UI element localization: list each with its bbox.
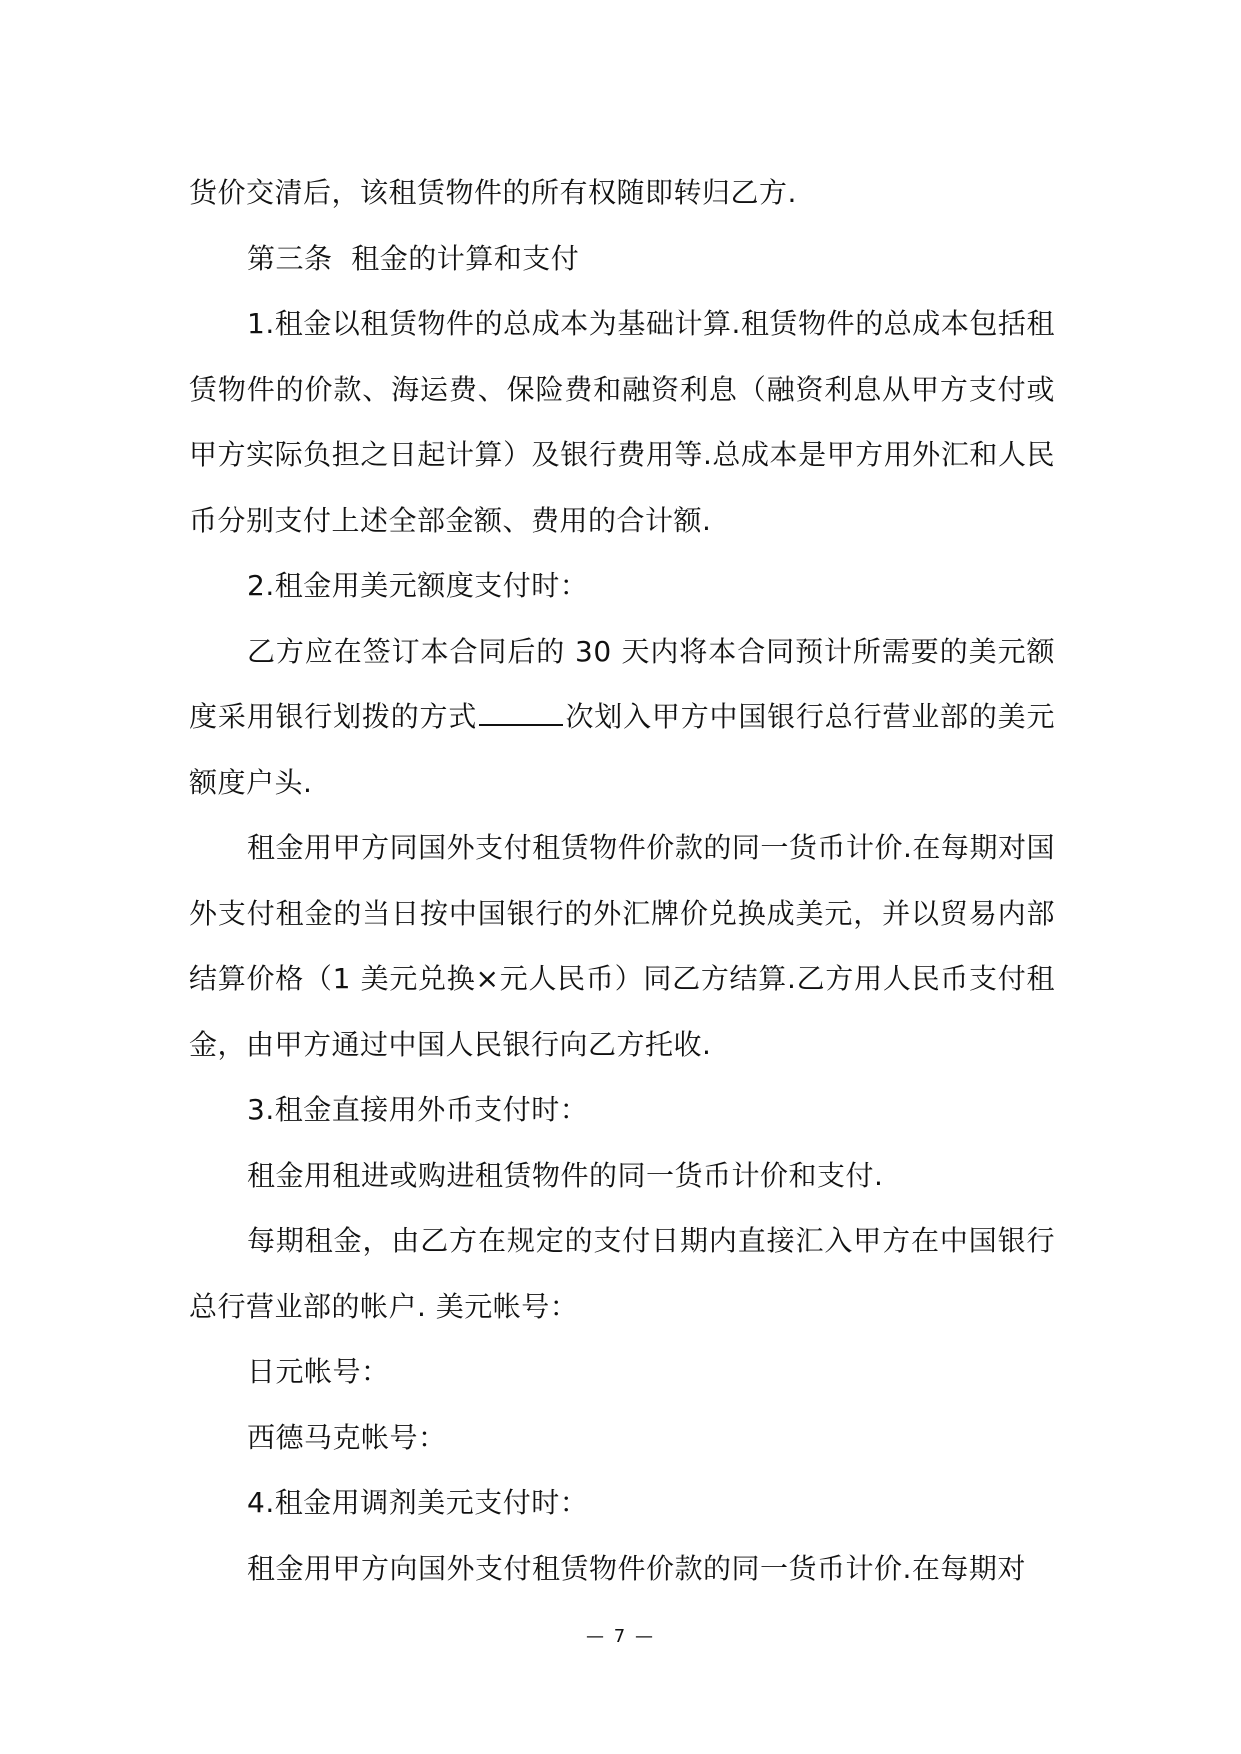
paragraph-ownership-transfer: 货价交清后，该租赁物件的所有权随即转归乙方. [189,176,797,209]
article-three-heading: 第三条 租金的计算和支付 [247,241,580,275]
page-number: — 7 — [586,1626,655,1647]
paragraph-usd-quota-heading: 2.租金用美元额度支付时： [247,569,589,602]
paragraph-rent-basis: 1.租金以租赁物件的总成本为基础计算.租赁物件的总成本包括租赁物件的价款、海运费、保险费和融资利息（融资利息从甲方支付或甲方实际负担之日起计算）及银行费用等.总成本是甲方用外汇和人民币分别支付上述全部金额、费用的合计额. [189,307,1055,537]
fill-in-blank[interactable] [479,698,563,726]
usd-transfer-text-before: 乙方应在签订本合同后的 30 天内将本合同预计所需要的美元额度采用银行划拨的方式 [189,634,1055,733]
paragraph-adjusted-usd-heading: 4.租金用调剂美元支付时： [247,1486,589,1519]
paragraph-jpy-account: 日元帐号： [247,1355,390,1388]
paragraph-dem-account: 西德马克帐号： [247,1420,447,1454]
paragraph-adjusted-usd-pricing: 租金用甲方向国外支付租赁物件价款的同一货币计价.在每期对 [247,1551,1026,1585]
paragraph-usd-quota-transfer [189,619,1055,816]
paragraph-rent-currency-settlement: 租金用甲方同国外支付租赁物件价款的同一货币计价.在每期对国外支付租金的当日按中国银行的外汇牌价兑换成美元，并以贸易内部结算价格（1 美元兑换×元人民币）同乙方结算.乙方用人民币支付租金，由甲方通过中国人民银行向乙方托收. [189,831,1055,1061]
document-body [189,160,1055,1601]
paragraph-foreign-currency-heading: 3.租金直接用外币支付时： [247,1093,589,1126]
paragraph-foreign-currency-pricing: 租金用租进或购进租赁物件的同一货币计价和支付. [247,1158,884,1192]
paragraph-remittance-accounts: 每期租金，由乙方在规定的支付日期内直接汇入甲方在中国银行总行营业部的帐户. 美元帐号： [189,1224,1055,1323]
usd-transfer-text-after: 次划入甲方中国银行总行营业部的美元额度户头. [189,700,1055,799]
